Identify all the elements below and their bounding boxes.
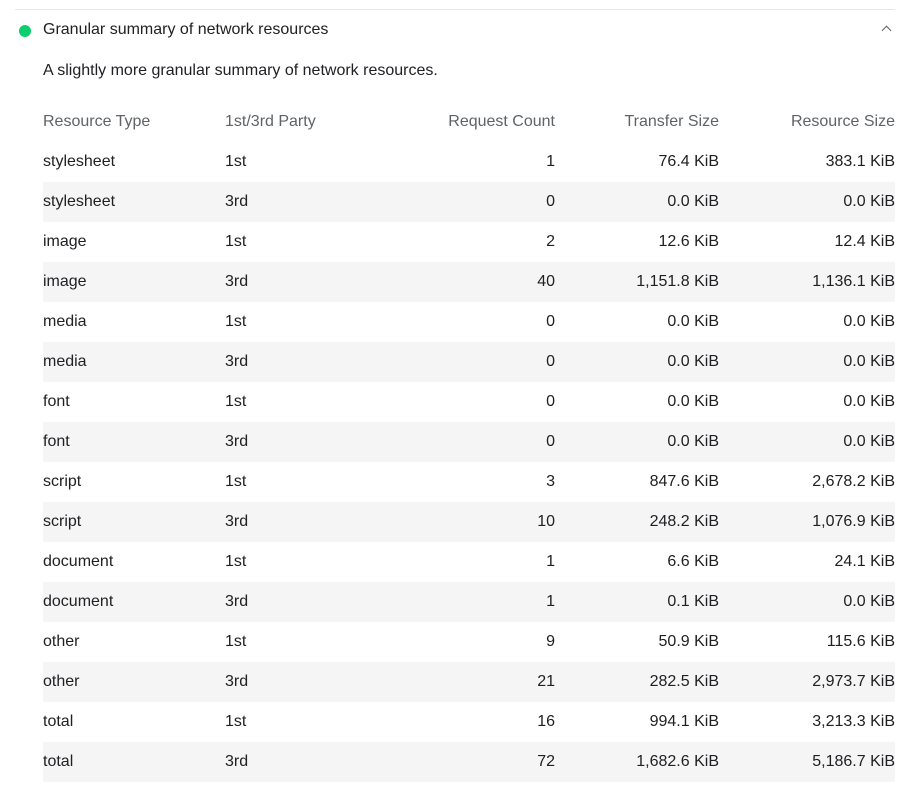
cell-transfer-size: 1,151.8 KiB	[555, 262, 719, 302]
cell-transfer-size: 0.1 KiB	[555, 582, 719, 622]
cell-party: 1st	[225, 473, 247, 490]
cell-party: 1st	[225, 313, 247, 330]
table-row	[43, 422, 895, 462]
cell-transfer-size: 0.0 KiB	[555, 182, 719, 222]
cell-request-count: 9	[546, 633, 555, 650]
cell-request-count: 72	[375, 742, 555, 782]
cell-party: 3rd	[225, 662, 375, 702]
cell-resource-type: stylesheet	[43, 153, 116, 170]
audit-header-toggle[interactable]	[0, 10, 903, 50]
cell-resource-type: document	[43, 553, 114, 570]
table-row	[43, 622, 895, 662]
cell-party: 3rd	[225, 342, 375, 382]
cell-transfer-size: 0.0 KiB	[555, 342, 719, 382]
cell-resource-type: font	[43, 422, 225, 462]
table-row	[43, 262, 895, 302]
cell-party: 1st	[225, 393, 247, 410]
column-header-resource-size: Resource Size	[790, 113, 895, 130]
cell-resource-size: 1,076.9 KiB	[719, 502, 895, 542]
network-resources-table	[43, 102, 895, 782]
cell-resource-size: 0.0 KiB	[719, 582, 895, 622]
cell-request-count: 40	[375, 262, 555, 302]
cell-transfer-size: 12.6 KiB	[658, 233, 719, 250]
table-row	[43, 182, 895, 222]
cell-transfer-size: 0.0 KiB	[667, 393, 719, 410]
cell-resource-type: image	[43, 262, 225, 302]
cell-party: 3rd	[225, 422, 375, 462]
cell-resource-size: 3,213.3 KiB	[812, 713, 895, 730]
cell-request-count: 1	[375, 582, 555, 622]
cell-transfer-size: 847.6 KiB	[649, 473, 719, 490]
table-header-row	[43, 102, 895, 142]
cell-resource-type: other	[43, 633, 80, 650]
cell-resource-type: stylesheet	[43, 182, 225, 222]
table-row	[43, 462, 895, 502]
cell-resource-type: total	[43, 742, 225, 782]
table-row	[43, 142, 895, 182]
cell-resource-size: 2,973.7 KiB	[719, 662, 895, 702]
cell-resource-size: 115.6 KiB	[826, 633, 895, 650]
cell-resource-size: 0.0 KiB	[719, 422, 895, 462]
cell-request-count: 2	[546, 233, 555, 250]
cell-party: 3rd	[225, 182, 375, 222]
cell-resource-size: 5,186.7 KiB	[719, 742, 895, 782]
cell-resource-size: 24.1 KiB	[834, 553, 895, 570]
cell-resource-size: 2,678.2 KiB	[812, 473, 895, 490]
cell-request-count: 1	[546, 153, 555, 170]
table-row	[43, 582, 895, 622]
table-row	[43, 342, 895, 382]
pass-status-icon	[19, 25, 31, 37]
table-row	[43, 222, 895, 262]
cell-transfer-size: 1,682.6 KiB	[555, 742, 719, 782]
cell-party: 3rd	[225, 582, 375, 622]
cell-resource-type: media	[43, 313, 87, 330]
cell-transfer-size: 76.4 KiB	[658, 153, 719, 170]
cell-transfer-size: 282.5 KiB	[555, 662, 719, 702]
cell-resource-type: image	[43, 233, 87, 250]
cell-request-count: 0	[375, 182, 555, 222]
cell-request-count: 0	[375, 342, 555, 382]
cell-party: 1st	[225, 553, 247, 570]
cell-party: 3rd	[225, 502, 375, 542]
cell-transfer-size: 0.0 KiB	[555, 422, 719, 462]
cell-resource-size: 0.0 KiB	[843, 313, 895, 330]
cell-resource-size: 0.0 KiB	[719, 182, 895, 222]
cell-request-count: 0	[546, 393, 555, 410]
cell-party: 1st	[225, 633, 247, 650]
table-row	[43, 382, 895, 422]
cell-resource-size: 0.0 KiB	[843, 393, 895, 410]
cell-transfer-size: 0.0 KiB	[667, 313, 719, 330]
cell-party: 1st	[225, 153, 247, 170]
cell-party: 3rd	[225, 742, 375, 782]
cell-resource-size: 12.4 KiB	[834, 233, 895, 250]
chevron-up-icon[interactable]	[882, 26, 892, 36]
table-row	[43, 662, 895, 702]
cell-party: 1st	[225, 233, 247, 250]
cell-transfer-size: 6.6 KiB	[667, 553, 719, 570]
cell-resource-type: total	[43, 713, 74, 730]
column-header-resource-type: Resource Type	[43, 113, 151, 130]
column-header-request-count: Request Count	[448, 113, 555, 130]
cell-resource-type: font	[43, 393, 70, 410]
cell-resource-type: document	[43, 582, 225, 622]
table-row	[43, 542, 895, 582]
cell-party: 1st	[225, 713, 247, 730]
cell-request-count: 21	[375, 662, 555, 702]
cell-request-count: 0	[546, 313, 555, 330]
cell-transfer-size: 248.2 KiB	[555, 502, 719, 542]
table-row	[43, 302, 895, 342]
cell-request-count: 10	[375, 502, 555, 542]
cell-request-count: 0	[375, 422, 555, 462]
column-header-party: 1st/3rd Party	[225, 113, 316, 130]
cell-transfer-size: 994.1 KiB	[649, 713, 719, 730]
cell-resource-size: 383.1 KiB	[825, 153, 895, 170]
cell-resource-type: other	[43, 662, 225, 702]
cell-party: 3rd	[225, 262, 375, 302]
cell-request-count: 1	[546, 553, 555, 570]
column-header-transfer-size: Transfer Size	[624, 113, 719, 130]
cell-request-count: 16	[537, 713, 555, 730]
cell-resource-type: script	[43, 502, 225, 542]
table-row	[43, 742, 895, 782]
audit-title: Granular summary of network resources	[43, 21, 329, 38]
audit-description: A slightly more granular summary of network resources.	[43, 62, 438, 79]
cell-resource-type: script	[43, 473, 82, 490]
cell-resource-type: media	[43, 342, 225, 382]
cell-request-count: 3	[546, 473, 555, 490]
table-row	[43, 502, 895, 542]
cell-resource-size: 0.0 KiB	[719, 342, 895, 382]
table-row	[43, 702, 895, 742]
cell-transfer-size: 50.9 KiB	[658, 633, 719, 650]
cell-resource-size: 1,136.1 KiB	[719, 262, 895, 302]
